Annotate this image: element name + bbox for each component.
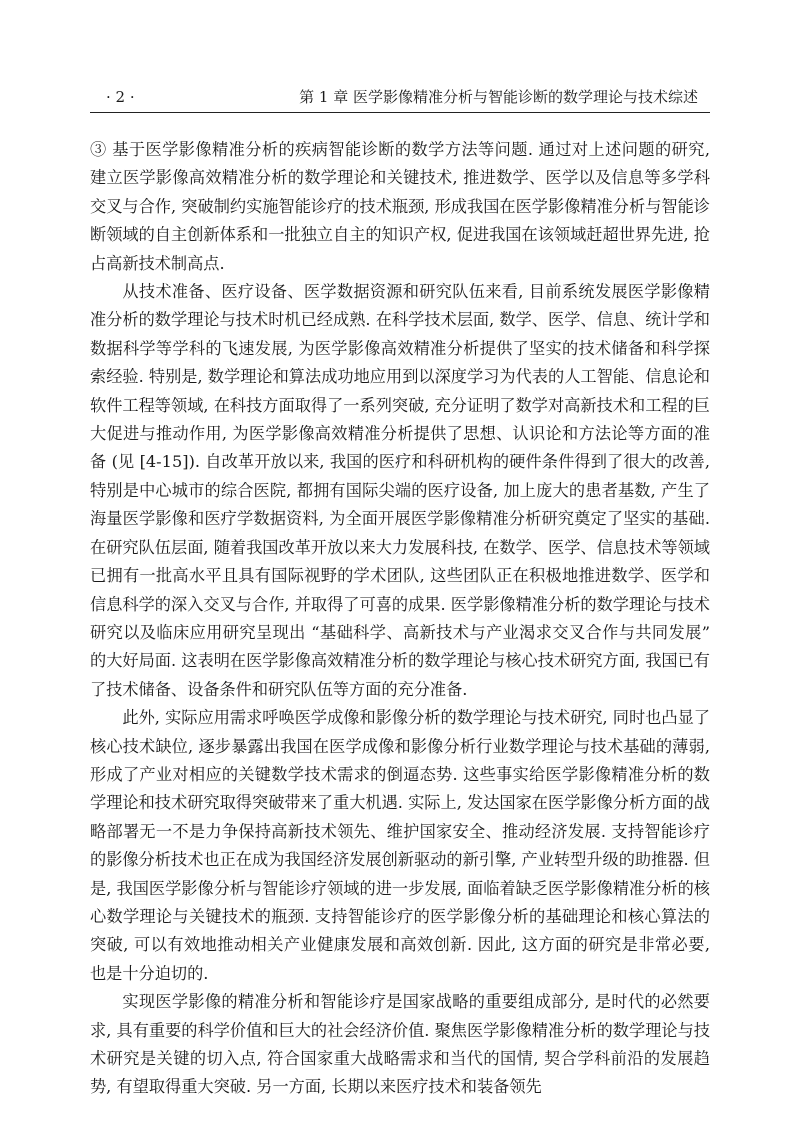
body-text bbox=[90, 136, 710, 1102]
running-header bbox=[90, 86, 710, 113]
chapter-title: 第 1 章 医学影像精准分析与智能诊断的数学理论与技术综述 bbox=[299, 88, 698, 106]
paragraph-continued: ③ 基于医学影像精准分析的疾病智能诊断的数学方法等问题. 通过对上述问题的研究, 建立医学影像高效精准分析的数学理论和关键技术, 推进数学、医学以及信息等多学科交叉与合作, 突破制约实施智能诊疗的技术瓶颈, 形成我国在医学影像精准分析与智能诊断领域的自主创新体系和一批独立自主的知识产权, 促进我国在该领域赶超世界先进, 抢占高新技术制高点. bbox=[90, 140, 710, 273]
page-number: · 2 · bbox=[106, 88, 135, 106]
paragraph: 此外, 实际应用需求呼唤医学成像和影像分析的数学理论与技术研究, 同时也凸显了核心技术缺位, 逐步暴露出我国在医学成像和影像分析行业数学理论与技术基础的薄弱, 形成了产业对相应的关键数学技术需求的倒逼态势. 这些事实给医学影像精准分析的数学理论和技术研究取得突破带来了重大机遇. 实际上, 发达国家在医学影像分析方面的战略部署无一不是力争保持高新技术领先、维护国家安全、推动经济发展. 支持智能诊疗的影像分析技术也正在成为我国经济发展创新驱动的新引擎, 产业转型升级的助推器. 但是, 我国医学影像分析与智能诊疗领域的进一步发展, 面临着缺乏医学影像精准分析的核心数学理论与关键技术的瓶颈. 支持智能诊疗的医学影像分析的基础理论和核心算法的突破, 可以有效地推动相关产业健康发展和高效创新. 因此, 这方面的研究是非常必要, 也是十分迫切的. bbox=[90, 708, 710, 983]
paragraph: 从技术准备、医疗设备、医学数据资源和研究队伍来看, 目前系统发展医学影像精准分析的数学理论与技术时机已经成熟. 在科学技术层面, 数学、医学、信息、统计学和数据科学等学科的飞速发展, 为医学影像高效精准分析提供了坚实的技术储备和科学探索经验. 特别是, 数学理论和算法成功地应用到以深度学习为代表的人工智能、信息论和软件工程等领域, 在科技方面取得了一系列突破, 充分证明了数学对高新技术和工程的巨大促进与推动作用, 为医学影像高效精准分析提供了思想、认识论和方法论等方面的准备 (见 [4-15]). 自改革开放以来, 我国的医疗和科研机构的硬件条件得到了很大的改善, 特别是中心城市的综合医院, 都拥有国际尖端的医疗设备, 加上庞大的患者基数, 产生了海量医学影像和医疗学数据资料, 为全面开展医学影像精准分析研究奠定了坚实的基础. 在研究队伍层面, 随着我国改革开放以来大力发展科技, 在数学、医学、信息技术等领域已拥有一批高水平且具有国际视野的学术团队, 这些团队正在积极地推进数学、医学和信息科学的深入交叉与合作, 并取得了可喜的成果. 医学影像精准分析的数学理论与技术研究以及临床应用研究呈现出 “基础科学、高新技术与产业渴求交叉合作与共同发展” 的大好局面. 这表明在医学影像高效精准分析的数学理论与核心技术研究方面, 我国已有了技术储备、设备条件和研究队伍等方面的充分准备. bbox=[90, 282, 710, 699]
paragraph: 实现医学影像的精准分析和智能诊疗是国家战略的重要组成部分, 是时代的必然要求, 具有重要的科学价值和巨大的社会经济价值. 聚焦医学影像精准分析的数学理论与技术研究是关键的切入点, 符合国家重大战略需求和当代的国情, 契合学科前沿的发展趋势, 有望取得重大突破. 另一方面, 长期以来医疗技术和装备领先 bbox=[90, 992, 710, 1097]
